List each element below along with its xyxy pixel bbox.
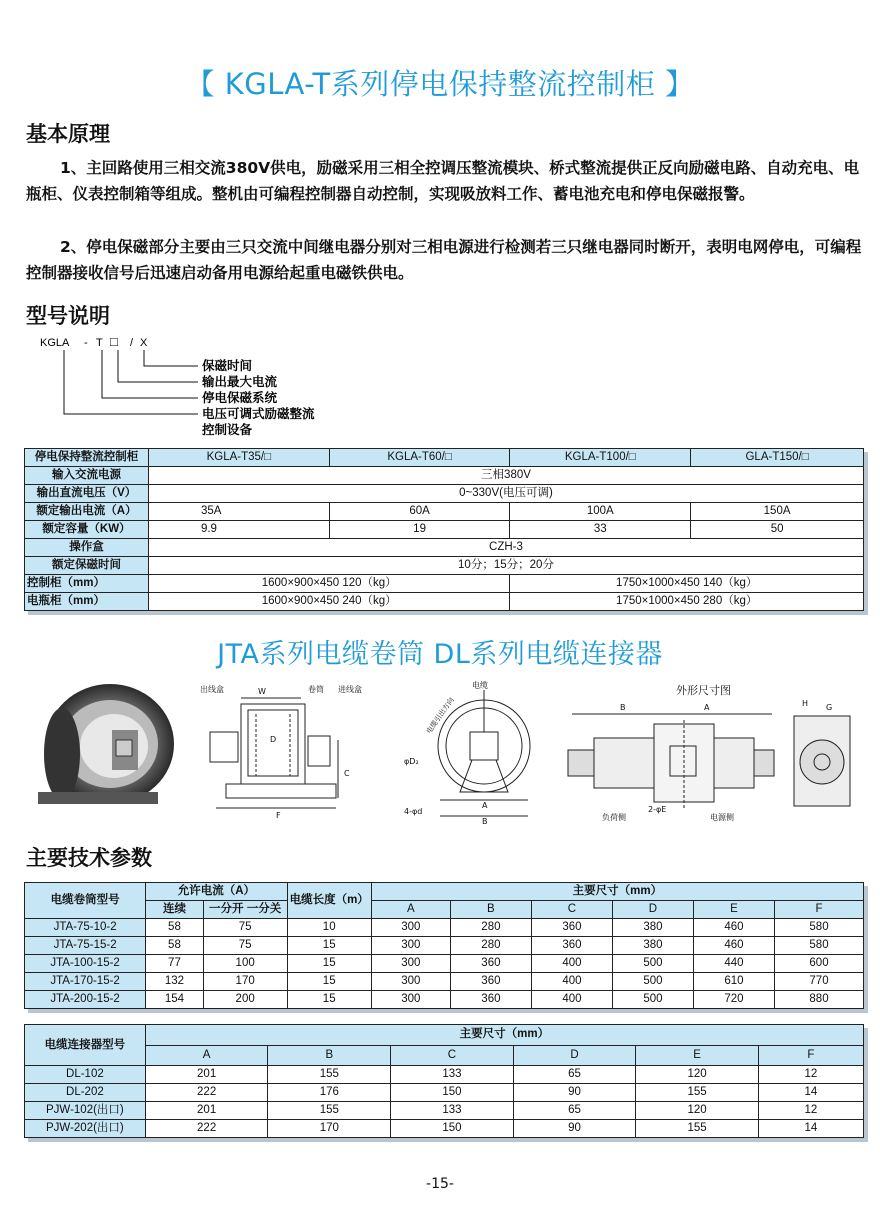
table-header-row: [25, 449, 864, 467]
table-cell: 300: [371, 973, 450, 991]
model-code-part: /: [130, 337, 134, 349]
label-drum: 卷筒: [308, 685, 324, 694]
table-cell: 201: [145, 1102, 268, 1120]
table-row: [25, 919, 864, 937]
reel-drawing: [196, 680, 386, 826]
table-header-row: [25, 1045, 864, 1066]
table-cell: 14: [758, 1084, 863, 1102]
table-header-cell: E: [636, 1045, 759, 1066]
table-cell: 12: [758, 1102, 863, 1120]
row-label: DL-202: [25, 1084, 146, 1102]
table-header-cell: F: [775, 901, 864, 919]
label-load-side: 负荷侧: [602, 813, 626, 822]
table-row: [25, 593, 864, 611]
table-cell: 300: [371, 919, 450, 937]
table-cell: 10分；15分；20分: [148, 557, 863, 575]
row-label: JTA-200-15-2: [25, 991, 146, 1009]
table-row: [25, 991, 864, 1009]
paragraph-2: [26, 234, 868, 286]
table-cell: 33: [510, 521, 691, 539]
table-cell: 60A: [329, 503, 510, 521]
row-label: 额定容量（KW）: [25, 521, 149, 539]
model-code-part: X: [140, 337, 148, 349]
label-a: A: [704, 703, 710, 712]
table-cell: 75: [203, 919, 287, 937]
table-cell: 360: [531, 937, 612, 955]
table-header-row: [25, 1025, 864, 1046]
table-cell: 1750×1000×450 280（kg）: [510, 593, 864, 611]
table-cell: 280: [450, 919, 531, 937]
table-cell: 360: [450, 991, 531, 1009]
table-row: [25, 1102, 864, 1120]
row-label: JTA-75-15-2: [25, 937, 146, 955]
row-label: 操作盒: [25, 539, 149, 557]
model-heading: 型号说明: [26, 304, 110, 328]
label-out-box: 出线盒: [200, 685, 224, 694]
table-cell: 15: [287, 937, 371, 955]
model-label: 停电保磁系统: [202, 390, 278, 405]
table-cell: 360: [531, 919, 612, 937]
table-row: [25, 937, 864, 955]
table-row: [25, 1120, 864, 1138]
label-w: W: [258, 687, 266, 696]
table-header-cell: B: [268, 1045, 391, 1066]
table-cell: 222: [145, 1120, 268, 1138]
table-cell: 1600×900×450 240（kg）: [148, 593, 509, 611]
table-cell: 400: [531, 991, 612, 1009]
table-cell: 720: [693, 991, 774, 1009]
row-label: 额定保磁时间: [25, 557, 149, 575]
row-label: 控制柜（mm）: [25, 575, 149, 593]
label-power-side: 电源侧: [710, 813, 734, 822]
table-cell: 10: [287, 919, 371, 937]
label-g: G: [826, 703, 833, 712]
table-cell: 155: [268, 1066, 391, 1084]
table-header-cell: A: [371, 901, 450, 919]
table-header-cell: 主要尺寸（mm）: [145, 1025, 863, 1046]
table-cell: 65: [513, 1066, 635, 1084]
label-2e: 2-φE: [648, 805, 667, 814]
section-title-jta: JTA系列电缆卷筒 DL系列电缆连接器: [217, 639, 663, 670]
table-header-cell: C: [391, 1045, 514, 1066]
table-cell: 0~330V(电压可调): [148, 485, 863, 503]
row-label: PJW-202(出口): [25, 1120, 146, 1138]
page-title: 【 KGLA-T系列停电保持整流控制柜 】: [185, 67, 695, 101]
table-cell: 200: [203, 991, 287, 1009]
table-cell: 500: [612, 973, 693, 991]
model-code-part: □: [110, 334, 118, 349]
model-code-part: T: [96, 337, 103, 349]
table-cell: 155: [636, 1084, 759, 1102]
table-header-cell: GLA-T150/□: [691, 449, 864, 467]
table-cell: 150A: [691, 503, 864, 521]
label-c: C: [344, 769, 350, 778]
page-number: -15-: [426, 1176, 454, 1192]
connector-table-body: [25, 1066, 864, 1138]
table-cell: 58: [146, 937, 204, 955]
table-header-cell: KGLA-T35/□: [148, 449, 329, 467]
table-cell: 380: [612, 937, 693, 955]
table-cell: 15: [287, 991, 371, 1009]
table-cell: 360: [450, 973, 531, 991]
table-cell: 58: [146, 919, 204, 937]
table-header-cell: 电缆长度（m）: [287, 883, 371, 919]
table-cell: 90: [513, 1120, 635, 1138]
table-cell: 170: [203, 973, 287, 991]
model-label: 输出最大电流: [202, 374, 278, 389]
table-cell: 65: [513, 1102, 635, 1120]
table-row: [25, 955, 864, 973]
cable-reel-table: [24, 882, 864, 1009]
label-direction: 电缆引出方向: [425, 696, 456, 736]
table-cell: 170: [268, 1120, 391, 1138]
table-cell: 500: [612, 955, 693, 973]
table-header-cell: E: [693, 901, 774, 919]
reel-front-drawing: [400, 676, 540, 828]
table-cell: 460: [693, 937, 774, 955]
table-row: [25, 467, 864, 485]
control-cabinet-table: [24, 448, 864, 611]
table-header-cell: KGLA-T100/□: [510, 449, 691, 467]
label-cable: 电缆: [472, 681, 488, 690]
model-code-diagram: [30, 330, 350, 442]
row-label: JTA-170-15-2: [25, 973, 146, 991]
table-cell: 15: [287, 973, 371, 991]
row-label: 额定输出电流（A）: [25, 503, 149, 521]
table-cell: 440: [693, 955, 774, 973]
table-cell: 150: [391, 1084, 514, 1102]
table-cell: 120: [636, 1066, 759, 1084]
table-cell: 1600×900×450 120（kg）: [148, 575, 509, 593]
model-code-part: KGLA: [40, 337, 70, 349]
table-header-cell: B: [450, 901, 531, 919]
basic-principle-heading: 基本原理: [26, 122, 110, 146]
table-cell: 75: [203, 937, 287, 955]
model-label: 电压可调式励磁整流: [202, 406, 315, 421]
table-cell: 50: [691, 521, 864, 539]
table-cell: 133: [391, 1102, 514, 1120]
label-dz: φD₂: [404, 757, 419, 766]
connector-table: [24, 1024, 864, 1138]
table-cell: 280: [450, 937, 531, 955]
label-hole: 4-φd: [404, 807, 423, 816]
table-header-cell: 允许电流（A）: [146, 883, 287, 901]
table-header-row: [25, 901, 864, 919]
label-b: B: [482, 817, 488, 826]
table-cell: 1750×1000×450 140（kg）: [510, 575, 864, 593]
table-row: [25, 521, 864, 539]
table-header-cell: 电缆连接器型号: [25, 1025, 146, 1066]
table-row: [25, 575, 864, 593]
table-header-cell: C: [531, 901, 612, 919]
table-cell: 400: [531, 973, 612, 991]
table-cell: 154: [146, 991, 204, 1009]
table-cell: 770: [775, 973, 864, 991]
cable-reel-photo: [28, 682, 178, 814]
paragraph-2-text: 2、停电保磁部分主要由三只交流中间继电器分别对三相电源进行检测若三只继电器同时断开，表明电网停电，可编程控制器接收信号后迅速启动备用电源给起重电磁铁供电。: [26, 238, 862, 282]
connector-drawing: [562, 680, 862, 830]
table-cell: 133: [391, 1066, 514, 1084]
table-row: [25, 973, 864, 991]
table-cell: 90: [513, 1084, 635, 1102]
table-cell: 132: [146, 973, 204, 991]
table-cell: 300: [371, 955, 450, 973]
table-cell: 610: [693, 973, 774, 991]
table-header-cell: 连续: [146, 901, 204, 919]
table-cell: 100: [203, 955, 287, 973]
table-cell: 600: [775, 955, 864, 973]
paragraph-1-text: 1、主回路使用三相交流380V供电，励磁采用三相全控调压整流模块、桥式整流提供正反向励磁电路、自动充电、电瓶柜、仪表控制箱等组成。整机由可编程控制器自动控制，实现吸放料工作、蓄电池充电和停电保磁报警。: [26, 159, 860, 203]
row-label: 电瓶柜（mm）: [25, 593, 149, 611]
table-header-cell: 电缆卷筒型号: [25, 883, 146, 919]
table-header-row: [25, 883, 864, 901]
paragraph-1: [26, 155, 868, 207]
table-header-cell: KGLA-T60/□: [329, 449, 510, 467]
label-f: F: [276, 811, 281, 820]
table-cell: 15: [287, 955, 371, 973]
table-header-cell: D: [513, 1045, 635, 1066]
table-cell: 12: [758, 1066, 863, 1084]
table-header-cell: D: [612, 901, 693, 919]
table-cell: 150: [391, 1120, 514, 1138]
label-outline-title: 外形尺寸图: [676, 684, 731, 697]
label-b: B: [620, 703, 626, 712]
table-cell: 201: [145, 1066, 268, 1084]
table-cell: 176: [268, 1084, 391, 1102]
table-cell: 360: [450, 955, 531, 973]
table-cell: 35A: [148, 503, 329, 521]
table-row: [25, 1084, 864, 1102]
table-cell: 380: [612, 919, 693, 937]
row-label: DL-102: [25, 1066, 146, 1084]
table-cell: 222: [145, 1084, 268, 1102]
table-cell: CZH-3: [148, 539, 863, 557]
table-header-cell: 主要尺寸（mm）: [371, 883, 863, 901]
table-cell: 100A: [510, 503, 691, 521]
model-label: 保磁时间: [202, 358, 253, 373]
row-label: PJW-102(出口): [25, 1102, 146, 1120]
table-header-cell: 停电保持整流控制柜: [25, 449, 149, 467]
row-label: JTA-75-10-2: [25, 919, 146, 937]
table-cell: 9.9: [148, 521, 329, 539]
table-cell: 155: [268, 1102, 391, 1120]
table-cell: 880: [775, 991, 864, 1009]
table-row: [25, 503, 864, 521]
label-a: A: [482, 801, 488, 810]
table-cell: 14: [758, 1120, 863, 1138]
row-label: 输入交流电源: [25, 467, 149, 485]
table-header-cell: 一分开 一分关: [203, 901, 287, 919]
table-cell: 19: [329, 521, 510, 539]
table-cell: 77: [146, 955, 204, 973]
table-cell: 300: [371, 991, 450, 1009]
cable-reel-table-body: [25, 919, 864, 1009]
table-row: [25, 1066, 864, 1084]
table-row: [25, 485, 864, 503]
model-label: 控制设备: [202, 422, 253, 437]
table-cell: 580: [775, 919, 864, 937]
table-header-cell: F: [758, 1045, 863, 1066]
table-cell: 155: [636, 1120, 759, 1138]
table-cell: 400: [531, 955, 612, 973]
table-cell: 300: [371, 937, 450, 955]
table-header-cell: A: [145, 1045, 268, 1066]
model-code-part: -: [84, 337, 88, 349]
table-cell: 460: [693, 919, 774, 937]
label-h: H: [802, 699, 809, 708]
table-cell: 500: [612, 991, 693, 1009]
table-cell: 120: [636, 1102, 759, 1120]
table-row: [25, 539, 864, 557]
row-label: JTA-100-15-2: [25, 955, 146, 973]
table-cell: 580: [775, 937, 864, 955]
row-label: 输出直流电压（V）: [25, 485, 149, 503]
spec-heading: 主要技术参数: [26, 846, 152, 870]
label-in-box: 进线盒: [338, 685, 362, 694]
table-cell: 三相380V: [148, 467, 863, 485]
table-row: [25, 557, 864, 575]
label-d: D: [270, 735, 277, 744]
